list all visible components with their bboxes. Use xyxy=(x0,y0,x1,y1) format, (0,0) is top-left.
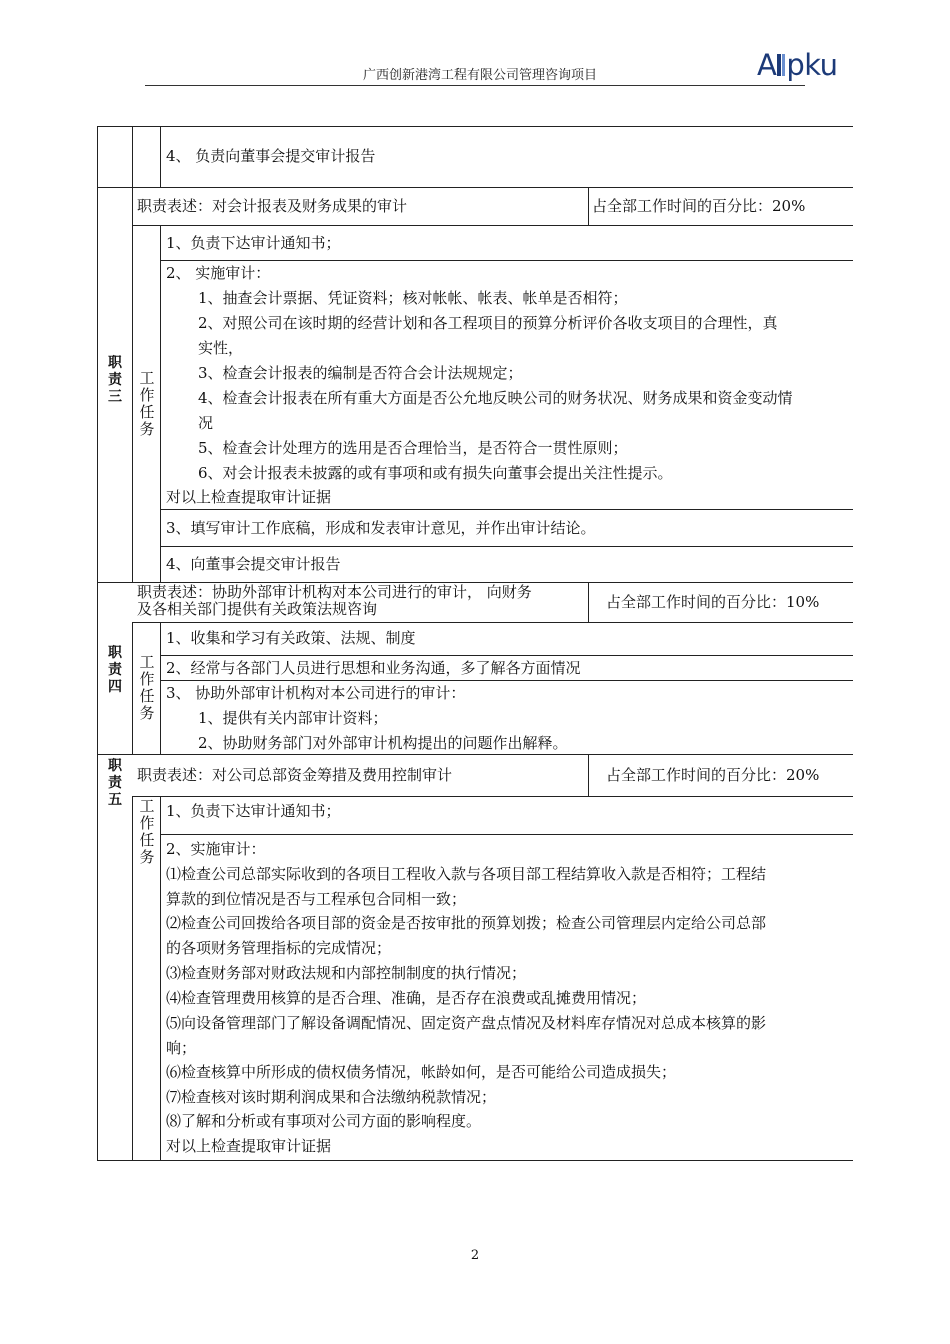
duty3-task2-item: 况 xyxy=(198,414,214,432)
duty3-label: 职责三 xyxy=(108,355,122,405)
duty5-task2-line: ⑶检查财务部对财政法规和内部控制制度的执行情况； xyxy=(166,964,527,982)
duty5-task1: 1、负责下达审计通知书； xyxy=(166,802,341,820)
duty3-task2-item: 2、对照公司在该时期的经营计划和各工程项目的预算分析评价各收支项目的合理性，真 xyxy=(198,314,778,332)
duty5-task2-footer: 对以上检查提取审计证据 xyxy=(166,1137,332,1155)
duty5-task2-line: ⑵检查公司回拨给各项目部的资金是否按审批的预算划拨；检查公司管理层内定给公司总部 xyxy=(166,914,767,932)
duty5-task2-line: ⑹检查核算中所形成的债权债务情况，帐龄如何，是否可能给公司造成损失； xyxy=(166,1063,677,1081)
duty4-task3-item: 2、协助财务部门对外部审计机构提出的问题作出解释。 xyxy=(198,734,568,752)
duty4-task3-title: 3、 协助外部审计机构对本公司进行的审计： xyxy=(166,684,466,702)
duty5-task-label: 工作任务 xyxy=(139,797,155,866)
duty5-task2-line: ⑻了解和分析或有事项对公司方面的影响程度。 xyxy=(166,1112,482,1130)
duty5-task2-line: ⑺检查核对该时期利润成果和合法缴纳税款情况； xyxy=(166,1088,497,1106)
duty3-task2-item: 实性， xyxy=(198,339,244,357)
project-title: 广西创新港湾工程有限公司管理咨询项目 xyxy=(362,68,597,83)
duty3-task-label: 工作任务 xyxy=(139,369,155,438)
duty4-description-line1: 职责表述：协助外部审计机构对本公司进行的审计， 向财务 xyxy=(137,583,532,601)
duty5-task2-line: 响； xyxy=(166,1039,197,1057)
duty5-task2-line: 的各项财务管理指标的完成情况； xyxy=(166,939,392,957)
duty3-task2-item: 6、对会计报表未披露的或有事项和或有损失向董事会提出关注性提示。 xyxy=(198,464,673,482)
duty5-label: 职责五 xyxy=(108,758,122,808)
duty3-task2-item: 1、抽查会计票据、凭证资料；核对帐帐、帐表、帐单是否相符； xyxy=(198,289,628,307)
duty4-task3-item: 1、提供有关内部审计资料； xyxy=(198,709,388,727)
duty4-task1: 1、收集和学习有关政策、法规、制度 xyxy=(166,629,416,647)
duty5-task2-line: ⑸向设备管理部门了解设备调配情况、固定资产盘点情况及材料库存情况对总成本核算的影 xyxy=(166,1014,767,1032)
duty5-task2-line: ⑴检查公司总部实际收到的各项目工程收入款与各项目部工程结算收入款是否相符；工程结 xyxy=(166,865,767,883)
duty5-time-share: 占全部工作时间的百分比：20% xyxy=(606,766,820,784)
duty4-label: 职责四 xyxy=(108,645,122,695)
page-number: 2 xyxy=(470,1248,480,1263)
duty5-task2-line: 算款的到位情况是否与工程承包合同相一致； xyxy=(166,890,467,908)
duty5-task2-line: ⑷检查管理费用核算的是否合理、准确，是否存在浪费或乱摊费用情况； xyxy=(166,989,647,1007)
duty3-description: 职责表述：对会计报表及财务成果的审计 xyxy=(137,197,408,215)
duty4-task2: 2、经常与各部门人员进行思想和业务沟通，多了解各方面情况 xyxy=(166,659,581,677)
duty4-task-label: 工作任务 xyxy=(139,653,155,722)
duty3-task2-item: 5、检查会计处理方的选用是否合理恰当，是否符合一贯性原则； xyxy=(198,439,628,457)
duty3-task4: 4、向董事会提交审计报告 xyxy=(166,555,341,573)
duty4-description-line2: 及各相关部门提供有关政策法规咨询 xyxy=(137,600,378,618)
duty3-task1: 1、负责下达审计通知书； xyxy=(166,234,341,252)
duty3-time-share: 占全部工作时间的百分比：20% xyxy=(592,197,806,215)
company-logo: A pku xyxy=(757,48,838,82)
duty3-task2-item: 3、检查会计报表的编制是否符合会计法规规定； xyxy=(198,364,523,382)
duty5-task2-title: 2、实施审计： xyxy=(166,840,266,858)
duty5-description: 职责表述：对公司总部资金筹措及费用控制审计 xyxy=(137,766,453,784)
header-rule xyxy=(145,85,805,86)
duty4-time-share: 占全部工作时间的百分比：10% xyxy=(606,593,820,611)
duty3-task3: 3、填写审计工作底稿，形成和发表审计意见，并作出审计结论。 xyxy=(166,519,596,537)
duty2-task4: 4、 负责向董事会提交审计报告 xyxy=(166,147,376,165)
duty3-task2-footer: 对以上检查提取审计证据 xyxy=(166,488,332,506)
duty3-task2-title: 2、 实施审计： xyxy=(166,264,271,282)
duty3-task2-item: 4、检查会计报表在所有重大方面是否公允地反映公司的财务状况、财务成果和资金变动情 xyxy=(198,389,793,407)
